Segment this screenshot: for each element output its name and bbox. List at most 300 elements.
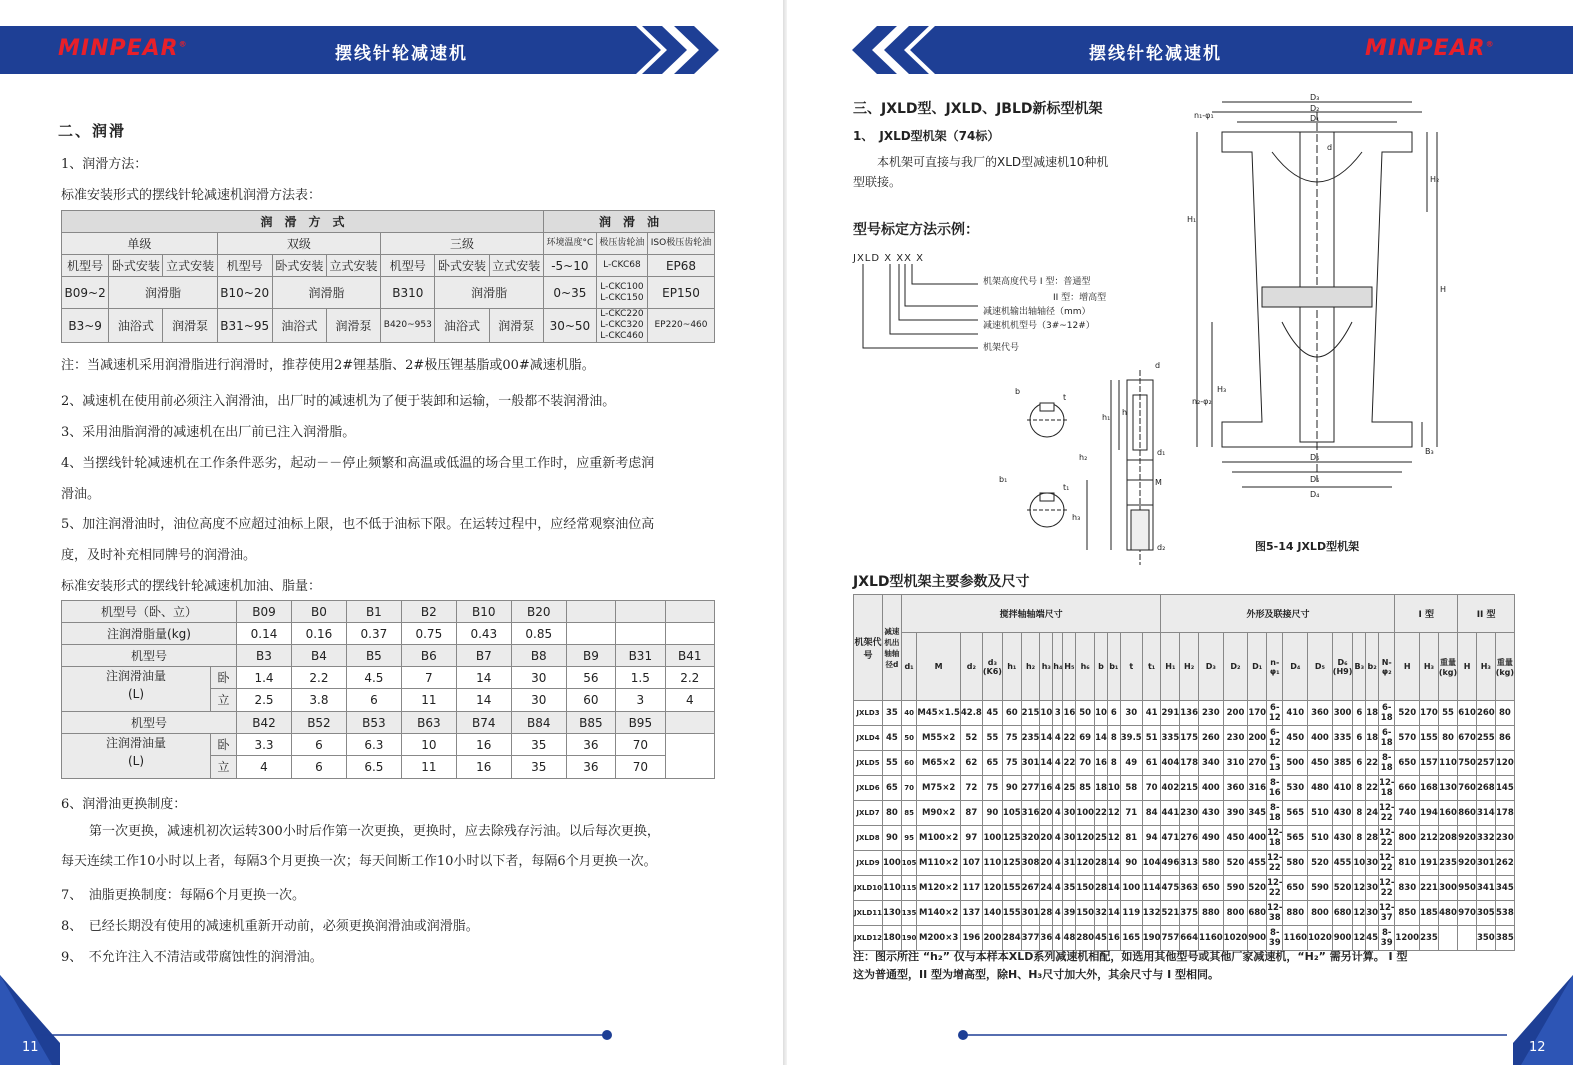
table-cell: 310 — [1223, 751, 1248, 776]
table-cell: 97 — [960, 826, 982, 851]
table-cell: 20 — [1040, 826, 1053, 851]
table-cell: 114 — [1142, 876, 1161, 901]
table-cell: 4 — [1053, 776, 1063, 801]
table-cell: 55 — [883, 751, 902, 776]
table-cell: JXLD7 — [854, 801, 883, 826]
table-cell: 8-39 — [1267, 926, 1283, 951]
table-cell: 14 — [1095, 726, 1108, 751]
table-cell: B95 — [616, 712, 665, 734]
table-cell: 215 — [1021, 701, 1040, 726]
table-cell: 0.85 — [511, 623, 566, 645]
table-cell: 62 — [960, 751, 982, 776]
table-cell: 155 — [1002, 876, 1021, 901]
table-cell: 14 — [1107, 901, 1120, 926]
table-cell: B20 — [511, 601, 566, 623]
table-cell: 100 — [883, 851, 902, 876]
table-cell: JXLD10 — [854, 876, 883, 901]
table-cell: B7 — [456, 645, 511, 667]
table-cell: 72 — [960, 776, 982, 801]
table-cell: 120 — [1495, 751, 1514, 776]
table-cell: 610 — [1458, 701, 1477, 726]
table-cell: 28 — [1095, 851, 1108, 876]
table-cell: 360 — [1223, 776, 1248, 801]
table-cell — [665, 623, 714, 645]
legend-4: 减速机机型号（3#~12#） — [983, 321, 1095, 331]
table-cell — [1458, 926, 1477, 951]
table-cell: 500 — [1283, 751, 1308, 776]
table-cell: JXLD3 — [854, 701, 883, 726]
table2-caption: 标准安装形式的摆线针轮减速机加油、脂量： — [61, 579, 322, 594]
table-cell: 120 — [1076, 826, 1095, 851]
table-cell: B41 — [665, 645, 714, 667]
table-cell: 4 — [1053, 876, 1063, 901]
table-row — [854, 751, 1515, 776]
table-cell: 125 — [1002, 826, 1021, 851]
table-cell: 900 — [1332, 926, 1353, 951]
table-row — [854, 726, 1515, 751]
table-cell: 39 — [1063, 901, 1076, 926]
table-cell: 410 — [1283, 701, 1308, 726]
table-cell: 284 — [1002, 926, 1021, 951]
table-cell: 12-38 — [1267, 901, 1283, 926]
table-cell: 1200 — [1395, 926, 1420, 951]
table-cell — [566, 623, 615, 645]
table-cell: 70 — [1142, 776, 1161, 801]
table-cell: 25 — [1063, 776, 1076, 801]
svg-text:h₃: h₃ — [1072, 513, 1081, 522]
table-cell: d₂ — [960, 633, 982, 701]
table-row — [854, 776, 1515, 801]
table-cell: 110 — [883, 876, 902, 901]
table-cell: 51 — [1142, 726, 1161, 751]
table-cell: 2.2 4 — [665, 667, 714, 712]
table-cell: 215 — [1180, 776, 1199, 801]
table-cell: 155 — [1420, 726, 1439, 751]
table-cell: 185 — [1420, 901, 1439, 926]
table-cell: B85 — [566, 712, 615, 734]
table-cell: 262 — [1495, 851, 1514, 876]
para-6: 6、润滑油更换制度： — [61, 797, 187, 812]
table-cell: 49 — [1120, 751, 1142, 776]
right-chevrons-icon — [840, 26, 965, 74]
table-cell: 168 — [1420, 776, 1439, 801]
table-cell: 30 — [1063, 801, 1076, 826]
table-cell: 190 — [1142, 926, 1161, 951]
table-cell: 8 — [1353, 776, 1366, 801]
svg-text:D₆: D₆ — [1310, 453, 1320, 462]
table-cell: 860 — [1458, 801, 1477, 826]
table-cell: 520 — [1308, 851, 1333, 876]
table-cell: 94 — [1142, 826, 1161, 851]
table-cell: 84 — [1142, 801, 1161, 826]
table-cell: B6 — [401, 645, 456, 667]
table-cell: 150 — [1076, 876, 1095, 901]
table-cell: M45×1.5 — [917, 701, 960, 726]
table-cell: B0 — [291, 601, 346, 623]
table-cell: M200×3 — [917, 926, 960, 951]
svg-text:H₂: H₂ — [1430, 175, 1440, 184]
table-cell: 71 — [1120, 801, 1142, 826]
table-cell: 8-18 — [1379, 751, 1395, 776]
table-cell: 135 — [901, 901, 917, 926]
table-cell: 117 — [960, 876, 982, 901]
table-cell: B4 — [291, 645, 346, 667]
table-cell: 455 — [1248, 851, 1267, 876]
table-cell: JXLD4 — [854, 726, 883, 751]
svg-text:M: M — [1155, 478, 1162, 487]
table-cell: 230 — [1223, 726, 1248, 751]
table-cell: 80 — [1438, 726, 1457, 751]
table-cell: B9 — [566, 645, 615, 667]
legend-2: II 型：增高型 — [1053, 293, 1107, 303]
table-cell: 14 — [1040, 726, 1053, 751]
table-row — [854, 701, 1515, 726]
table-cell: b₂ — [1366, 633, 1379, 701]
para-4a: 4、当摆线针轮减速机在工作条件恶劣，起动－－停止频繁和高温或低温的场合里工作时，应重新考虑润 — [61, 456, 655, 471]
table-cell: 475 — [1161, 876, 1180, 901]
table-cell: 0.16 — [291, 623, 346, 645]
table-cell: 1.4 2.5 — [237, 667, 292, 712]
table-cell: 28 — [1040, 901, 1053, 926]
svg-text:D₁: D₁ — [1310, 114, 1320, 123]
table-cell: 496 — [1161, 851, 1180, 876]
model-code: JXLD X XX X — [853, 253, 925, 264]
table-cell: 85 — [1076, 776, 1095, 801]
table-cell: 机架代号 — [854, 595, 883, 701]
table-cell: 130 — [883, 901, 902, 926]
table-cell: 4 — [1053, 826, 1063, 851]
table-cell: 8 — [1353, 801, 1366, 826]
table-cell: 100 — [1076, 801, 1095, 826]
table-cell: 41 — [1142, 701, 1161, 726]
table-cell: 22 — [1366, 776, 1379, 801]
table-cell: B3 — [237, 645, 292, 667]
table-cell: 430 — [1332, 826, 1353, 851]
table-cell: 196 — [960, 926, 982, 951]
table-cell: 155 — [1002, 901, 1021, 926]
table-cell: 50 — [901, 726, 917, 751]
table-cell: 257 — [1476, 751, 1495, 776]
table-cell: 390 — [1223, 801, 1248, 826]
table-cell: 332 — [1476, 826, 1495, 851]
section-title: 三、JXLD型、JXLD、JBLD新标型机架 — [853, 101, 1103, 117]
svg-text:b: b — [1015, 387, 1021, 396]
table-cell: 510 — [1308, 826, 1333, 851]
table-cell: 20 — [1040, 851, 1053, 876]
table-cell: h₁ — [1002, 633, 1021, 701]
table-cell: 363 — [1180, 876, 1199, 901]
table-cell: 80 — [883, 801, 902, 826]
table-cell: B1 — [346, 601, 401, 623]
table-cell: 400 — [1198, 776, 1223, 801]
svg-text:d: d — [1327, 143, 1333, 152]
table-cell: 301 — [1476, 851, 1495, 876]
para-5a: 5、加注润滑油时，油位高度不应超过油标上限，也不低于油标下限。在运转过程中，应经常观察油位高 — [61, 517, 655, 532]
table-cell: 52 — [960, 726, 982, 751]
table-cell: 480 — [1438, 901, 1457, 926]
table-cell: 400 — [1248, 826, 1267, 851]
table-cell: B10 — [456, 601, 511, 623]
table-cell: 200 — [1223, 701, 1248, 726]
table-cell: 注润滑油量 (L) 卧 立 — [62, 734, 237, 779]
svg-text:b₁: b₁ — [999, 475, 1008, 484]
table-cell: 16 — [1040, 776, 1053, 801]
table-cell: 12-18 — [1267, 826, 1283, 851]
table-cell: 10 — [1353, 851, 1366, 876]
table-cell: M — [917, 633, 960, 701]
table-cell: 341 — [1476, 876, 1495, 901]
table-cell: 119 — [1120, 901, 1142, 926]
table-cell: 1020 — [1223, 926, 1248, 951]
table-cell: 10 — [1040, 701, 1053, 726]
table-cell: N-φ₂ — [1379, 633, 1395, 701]
table-cell: h₄ — [1053, 633, 1063, 701]
table-cell: 36 — [1040, 926, 1053, 951]
table-cell: JXLD5 — [854, 751, 883, 776]
table-cell: 50 — [1076, 701, 1095, 726]
table-cell: 441 — [1161, 801, 1180, 826]
table-cell — [665, 712, 714, 734]
table-cell: 291 — [1161, 701, 1180, 726]
table-cell: 377 — [1021, 926, 1040, 951]
table-cell: 6-18 — [1379, 701, 1395, 726]
table-cell: 28 — [1366, 826, 1379, 851]
table-cell: 12-22 — [1379, 801, 1395, 826]
oil-quantity-table — [61, 600, 715, 779]
table-cell: h₆ — [1076, 633, 1095, 701]
svg-text:D₅: D₅ — [1310, 475, 1320, 484]
table-cell: 335 — [1332, 726, 1353, 751]
table-cell: 305 — [1476, 901, 1495, 926]
table-cell: 4 — [1053, 726, 1063, 751]
table-cell: 55 — [1438, 701, 1457, 726]
table-cell: 16 — [1063, 701, 1076, 726]
table-cell: B42 — [237, 712, 292, 734]
table-cell: 70 70 — [616, 734, 665, 779]
table-cell: 重量(kg) — [1495, 633, 1514, 701]
table-cell: 10 — [1107, 776, 1120, 801]
table-cell: H₃ — [1476, 633, 1495, 701]
table-cell: 235 — [1420, 926, 1439, 951]
table-cell: JXLD6 — [854, 776, 883, 801]
table-cell: 160 — [1438, 801, 1457, 826]
table-cell: 90 — [883, 826, 902, 851]
table-cell: 外形及联接尺寸 — [1161, 595, 1395, 633]
table-cell: 360 — [1308, 701, 1333, 726]
table-cell — [616, 623, 665, 645]
table-cell: 320 — [1021, 826, 1040, 851]
table-cell: 105 — [901, 851, 917, 876]
table-cell: 4.5 6 — [346, 667, 401, 712]
table-cell: 345 — [1248, 801, 1267, 826]
table-cell — [566, 601, 615, 623]
svg-text:d: d — [1155, 361, 1161, 370]
table-cell: 0.75 — [401, 623, 456, 645]
table-cell: 14 — [1107, 851, 1120, 876]
table-cell: 86 — [1495, 726, 1514, 751]
table-cell: H₁ — [1161, 633, 1180, 701]
table-cell: 4 — [1053, 751, 1063, 776]
table-cell: 81 — [1120, 826, 1142, 851]
table-cell: H₃ — [1420, 633, 1439, 701]
table-cell: H — [1458, 633, 1477, 701]
table-cell: 650 — [1198, 876, 1223, 901]
table-cell: 16 — [1107, 926, 1120, 951]
table-cell: 12-22 — [1379, 876, 1395, 901]
table-cell: H — [1395, 633, 1420, 701]
table-cell: 520 — [1248, 876, 1267, 901]
table-cell: 538 — [1495, 901, 1514, 926]
table-cell: 880 — [1283, 901, 1308, 926]
table-cell: 970 — [1458, 901, 1477, 926]
table-cell: 6-12 — [1267, 726, 1283, 751]
table-cell: 110 — [1438, 751, 1457, 776]
table-cell: 16 — [1095, 751, 1108, 776]
table-cell: 230 — [1180, 801, 1199, 826]
table-cell: 276 — [1180, 826, 1199, 851]
table-cell: JXLD8 — [854, 826, 883, 851]
table-cell: 75 — [982, 776, 1002, 801]
table-cell: M90×2 — [917, 801, 960, 826]
table-cell: 136 — [1180, 701, 1199, 726]
table-cell: JXLD9 — [854, 851, 883, 876]
table-cell: 521 — [1161, 901, 1180, 926]
table-cell: 3 — [1053, 701, 1063, 726]
table-cell: 270 — [1248, 751, 1267, 776]
figure-caption: 图5-14 JXLD型机架 — [1255, 540, 1360, 553]
table-row — [854, 901, 1515, 926]
table-cell: 20 — [1040, 801, 1053, 826]
table-cell: 6 — [1353, 751, 1366, 776]
table-cell: 950 — [1458, 876, 1477, 901]
table-cell: 130 — [1438, 776, 1457, 801]
table-cell: 56 60 — [566, 667, 615, 712]
table-cell: 12 — [1353, 876, 1366, 901]
table-cell: 减速机出轴轴径d — [883, 595, 902, 701]
lubrication-method-table: 润 滑 方 式 润 滑 油 单级 双级 三级 环境温度°C 极压齿轮油 ISO极压齿轮油 机型号 卧式安装 立式安装 机型号 卧式安装 立式安装 机型号 卧式安装 立式安装 -5~10 L-CKC68 EP68 B09~2 润滑脂 B10~20 润滑脂 B310 润滑脂 0~35 L-CKC100 L-CKC150 EP150 B3~9 油浴式 润滑泵 B31~95 油浴式 润滑泵 B420~953 油浴式 润滑泵 30~50 L-CKC220 L-CKC320 L-CKC460 EP220~460 — [61, 210, 715, 343]
table-cell: b₁ — [1107, 633, 1120, 701]
table-cell: 520 — [1395, 701, 1420, 726]
brand-logo: MINPEAR® — [1365, 36, 1495, 61]
table-cell: 6 — [1353, 701, 1366, 726]
para-8: 8、 已经长期没有使用的减速机重新开动前，必须更换润滑油或润滑脂。 — [61, 919, 479, 934]
table-cell: D₅ — [1308, 633, 1333, 701]
table-cell: B8 — [511, 645, 566, 667]
para-7: 7、 油脂更换制度：每隔6个月更换一次。 — [61, 888, 306, 903]
table-cell: 4 — [1053, 901, 1063, 926]
table-cell: 10 11 — [401, 734, 456, 779]
table-cell: 8 — [1107, 726, 1120, 751]
table-cell: 300 — [1438, 876, 1457, 901]
table-cell: 175 — [1180, 726, 1199, 751]
table-cell: 10 — [1095, 701, 1108, 726]
table-row — [854, 801, 1515, 826]
table-cell: 14 — [1107, 876, 1120, 901]
left-page — [0, 0, 786, 1065]
table-row — [854, 595, 1515, 633]
table-cell: 260 — [1198, 726, 1223, 751]
table-cell: 740 — [1395, 801, 1420, 826]
table-cell: M110×2 — [917, 851, 960, 876]
table-cell: 590 — [1223, 876, 1248, 901]
table-cell: 580 — [1283, 851, 1308, 876]
table-cell: 36 36 — [566, 734, 615, 779]
table-cell — [665, 601, 714, 623]
table-cell: 565 — [1283, 826, 1308, 851]
table-cell: 42.8 — [960, 701, 982, 726]
table-cell: 重量(kg) — [1438, 633, 1457, 701]
table-cell: 375 — [1180, 901, 1199, 926]
table-row — [854, 633, 1515, 701]
table-cell: 1.5 3 — [616, 667, 665, 712]
table-cell: 18 — [1366, 701, 1379, 726]
table-cell: 230 — [1198, 701, 1223, 726]
table-cell: 机型号 — [62, 645, 237, 667]
table-cell: 32 — [1095, 901, 1108, 926]
table-cell: 18 — [1095, 776, 1108, 801]
table-cell: D₄ — [1283, 633, 1308, 701]
svg-text:n₁-φ₁: n₁-φ₁ — [1194, 111, 1214, 120]
table-cell: 580 — [1198, 851, 1223, 876]
table-cell: 385 — [1332, 751, 1353, 776]
table-cell: 670 — [1458, 726, 1477, 751]
table-cell — [1438, 926, 1457, 951]
table-cell: 55 — [982, 726, 1002, 751]
table-cell: 125 — [1002, 851, 1021, 876]
para-4b: 滑油。 — [61, 487, 101, 502]
table-cell: 490 — [1198, 826, 1223, 851]
table-cell: 搅拌轴轴端尺寸 — [901, 595, 1161, 633]
table-cell: 机型号 — [62, 712, 237, 734]
table-cell: 12-22 — [1379, 851, 1395, 876]
table-cell: 750 — [1458, 751, 1477, 776]
table-cell: B53 — [346, 712, 401, 734]
table-cell: 注润滑脂量(kg) — [62, 623, 237, 645]
table-cell: 注润滑油量 (L) 卧 立 — [62, 667, 237, 712]
table-cell: B74 — [456, 712, 511, 734]
table-cell: 450 — [1283, 726, 1308, 751]
table-cell: 3.3 4 — [237, 734, 292, 779]
table-cell: 90 — [1002, 776, 1021, 801]
table-cell: 200 — [1248, 726, 1267, 751]
shaft-detail-drawing — [999, 360, 1207, 575]
table-cell: 590 — [1308, 876, 1333, 901]
table-cell: 12-18 — [1379, 776, 1395, 801]
model-title: 型号标定方法示例： — [853, 222, 979, 238]
table-cell: 8 — [1107, 751, 1120, 776]
table-cell: 40 — [901, 701, 917, 726]
table-cell: 30 — [1063, 826, 1076, 851]
note-b: 这为普通型，II 型为增高型，除H、H₃尺寸加大外，其余尺寸与 I 型相同。 — [853, 968, 1219, 981]
table-cell: 230 — [1495, 826, 1514, 851]
table-cell: H₅ — [1063, 633, 1076, 701]
para-1: 1、润滑方法： — [61, 157, 148, 172]
table-cell: 165 — [1120, 926, 1142, 951]
table-cell: M55×2 — [917, 726, 960, 751]
table-cell: 16 16 — [456, 734, 511, 779]
table-cell: 60 — [901, 751, 917, 776]
table-cell: 301 — [1021, 901, 1040, 926]
table-cell: 1160 — [1198, 926, 1223, 951]
table-cell: M75×2 — [917, 776, 960, 801]
table-cell: 28 — [1095, 876, 1108, 901]
para-9: 9、 不允许注入不清洁或带腐蚀性的润滑油。 — [61, 950, 323, 965]
table-cell: 920 — [1458, 826, 1477, 851]
para-5b: 度，及时补充相同牌号的润滑油。 — [61, 548, 257, 563]
table-cell: 35 — [1063, 876, 1076, 901]
table-cell: 12 — [1107, 826, 1120, 851]
table-cell: 12-37 — [1379, 901, 1395, 926]
